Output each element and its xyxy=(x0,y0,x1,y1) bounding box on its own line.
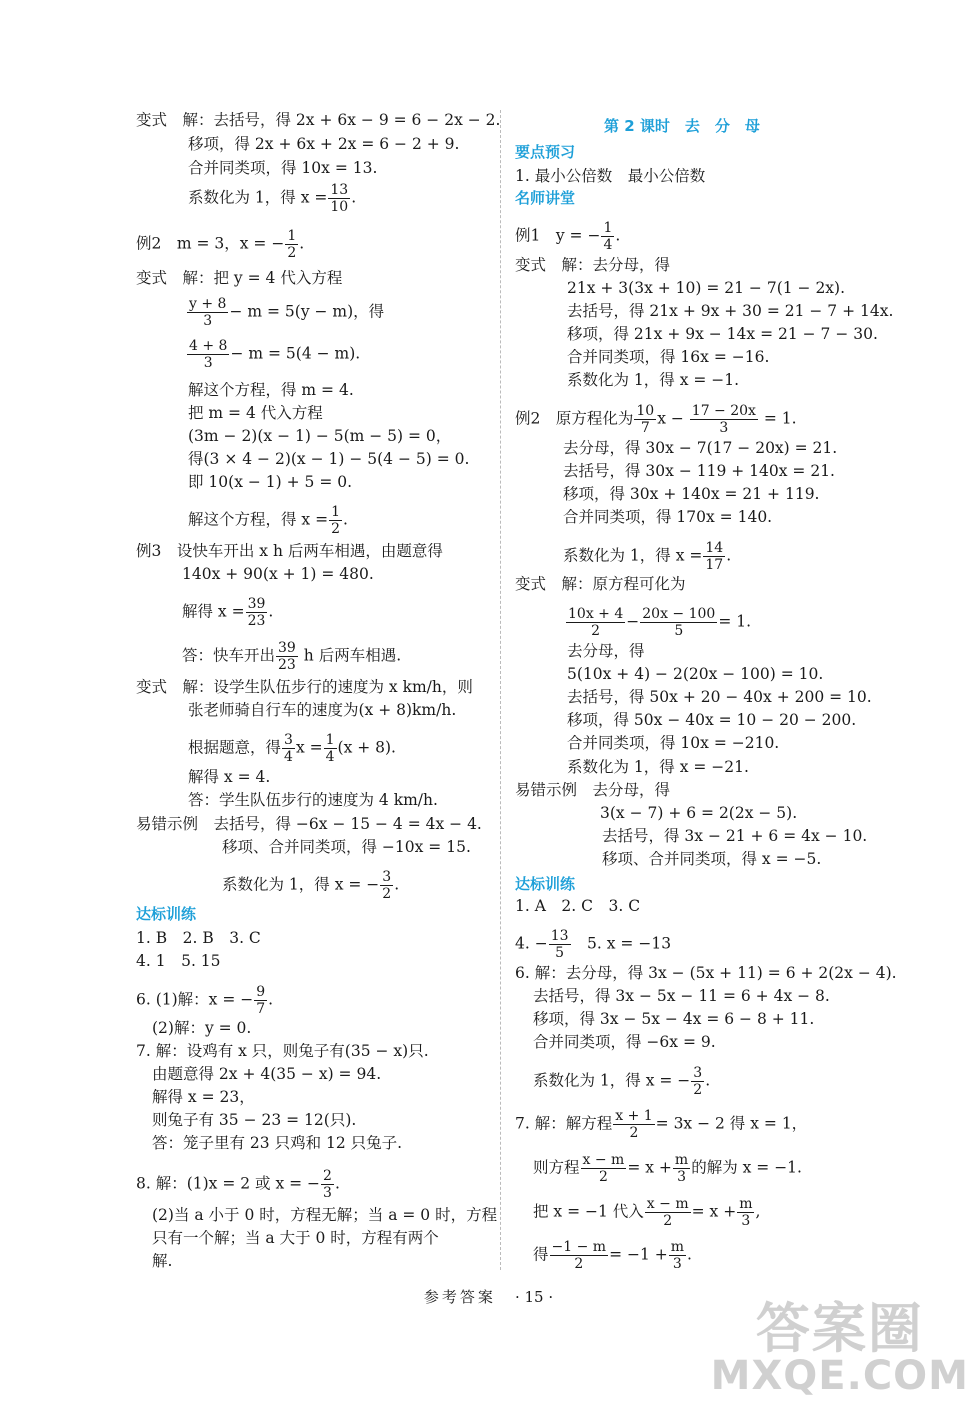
equation-line: 答：快车开出 $\frac{39}{23}$ h 后两车相遇. xyxy=(182,640,402,673)
text-line: 解得 x = 23， xyxy=(152,1088,255,1106)
equation-line: 系数化为 1，得 x = − $\frac{3}{2}$ . xyxy=(222,869,400,902)
page-number: · 15 · xyxy=(514,1288,554,1306)
text-line: 变式 解：把 y = 4 代入方程 xyxy=(136,269,343,287)
equation-line: 系数化为 1，得 x = $\frac{14}{17}$ . xyxy=(563,540,732,573)
text-line: 移项，得 3x − 5x − 4x = 6 − 8 + 11. xyxy=(533,1010,815,1028)
section-heading: 要点预习 xyxy=(515,143,576,161)
text-line: 去分母，得 xyxy=(567,642,645,660)
equation-line: 例1 y = − $\frac{1}{4}$ . xyxy=(515,220,621,253)
text-line: 由题意得 2x + 4(35 − x) = 94. xyxy=(152,1065,382,1083)
equation-line: 4. − $\frac{13}{5}$ 5. x = −13 xyxy=(515,928,672,961)
text-line: 1. A 2. C 3. C xyxy=(515,897,641,915)
text-line: 140x + 90(x + 1) = 480. xyxy=(182,565,374,583)
text-line: 解这个方程，得 m = 4. xyxy=(188,381,354,399)
text-line: 只有一个解；当 a 大于 0 时，方程有两个 xyxy=(152,1229,439,1247)
text-line: 去括号，得 30x − 119 + 140x = 21. xyxy=(563,462,835,480)
equation-line: 解得 x = $\frac{39}{23}$ . xyxy=(182,596,274,629)
text-line: 去括号，得 21x + 9x + 30 = 21 − 7 + 14x. xyxy=(567,302,894,320)
equation-line: $\frac{y + 8}{3}$ − m = 5(y − m)，得 xyxy=(189,296,385,329)
text-line: 移项，得 50x − 40x = 10 − 20 − 200. xyxy=(567,711,857,729)
text-line: 把 m = 4 代入方程 xyxy=(188,404,323,422)
text-line: 得(3 × 4 − 2)(x − 1) − 5(4 − 5) = 0. xyxy=(188,450,470,468)
equation-line: 6. (1)解：x = − $\frac{9}{7}$ . xyxy=(136,984,274,1017)
text-line: 答：学生队伍步行的速度为 4 km/h. xyxy=(188,791,438,809)
text-line: 7. 解：设鸡有 x 只，则兔子有(35 − x)只. xyxy=(136,1042,429,1060)
text-line: 合并同类项，得 10x = −210. xyxy=(567,734,780,752)
text-line: 去括号，得 3x − 21 + 6 = 4x − 10. xyxy=(602,827,868,845)
watermark-logo-text: 答案圈 xyxy=(755,1297,924,1360)
equation-line: $\frac{4 + 8}{3}$ − m = 5(4 − m). xyxy=(189,338,361,371)
text-line: 去括号，得 3x − 5x − 11 = 6 + 4x − 8. xyxy=(533,987,830,1005)
text-line: 则兔子有 35 − 23 = 12(只). xyxy=(152,1111,357,1129)
text-line: 例3 设快车开出 x h 后两车相遇，由题意得 xyxy=(136,542,443,560)
equation-line: 7. 解：解方程 $\frac{x + 1}{2}$ = 3x − 2 得 x = 1， xyxy=(515,1108,808,1141)
equation-line: 例2 m = 3，x = − $\frac{1}{2}$ . xyxy=(136,228,305,261)
text-line: 去括号，得 50x + 20 − 40x + 200 = 10. xyxy=(567,688,872,706)
text-line: (2)解：y = 0. xyxy=(152,1019,252,1037)
text-line: 去分母，得 30x − 7(17 − 20x) = 21. xyxy=(563,439,838,457)
text-line: 解得 x = 4. xyxy=(188,768,271,786)
text-line: 合并同类项，得 170x = 140. xyxy=(563,508,773,526)
text-line: 3(x − 7) + 6 = 2(2x − 5). xyxy=(600,804,798,822)
text-line: 移项、合并同类项，得 −10x = 15. xyxy=(222,838,471,856)
text-line: 即 10(x − 1) + 5 = 0. xyxy=(188,473,353,491)
text-line: 张老师骑自行车的速度为(x + 8)km/h. xyxy=(188,701,457,719)
text-line: 合并同类项，得 16x = −16. xyxy=(567,348,770,366)
text-line: 变式 解：设学生队伍步行的速度为 x km/h，则 xyxy=(136,678,473,696)
equation-line: 把 x = −1 代入 $\frac{x - m}{2}$ = x + $\frac{m}{3}$ , xyxy=(533,1196,761,1229)
column-divider xyxy=(500,110,501,1270)
text-line: 合并同类项，得 −6x = 9. xyxy=(533,1033,716,1051)
text-line: 系数化为 1，得 x = −21. xyxy=(567,758,749,776)
text-line: 易错示例 去分母，得 xyxy=(515,781,671,799)
text-line: 易错示例 去括号，得 −6x − 15 − 4 = 4x − 4. xyxy=(136,815,482,833)
text-line: 合并同类项，得 10x = 13. xyxy=(188,159,378,177)
text-line: 1. B 2. B 3. C xyxy=(136,929,261,947)
section-heading: 达标训练 xyxy=(515,875,576,893)
text-line: (3m − 2)(x − 1) − 5(m − 5) = 0， xyxy=(188,427,452,445)
equation-line: 解这个方程，得 x = $\frac{1}{2}$ . xyxy=(188,504,348,537)
equation-line: 8. 解：(1)x = 2 或 x = − $\frac{2}{3}$ . xyxy=(136,1168,340,1201)
text-line: 移项，得 21x + 9x − 14x = 21 − 7 − 30. xyxy=(567,325,878,343)
text-line: 4. 1 5. 15 xyxy=(136,952,221,970)
section-heading: 名师讲堂 xyxy=(515,189,576,207)
text-line: 解. xyxy=(152,1252,173,1270)
watermark xyxy=(710,1297,969,1399)
equation-line: 例2 原方程化为 $\frac{10}{7}$ x − $\frac{17 - 20x}{3}$ = 1. xyxy=(515,403,797,436)
text-line: 变式 解：原方程可化为 xyxy=(515,575,686,593)
footer-label: 参考答案 xyxy=(423,1288,496,1306)
text-line: 1. 最小公倍数 最小公倍数 xyxy=(515,167,706,185)
text-line: 21x + 3(3x + 10) = 21 − 7(1 − 2x). xyxy=(567,279,846,297)
text-line: 6. 解：去分母，得 3x − (5x + 11) = 6 + 2(2x − 4). xyxy=(515,964,897,982)
equation-line: 系数化为 1，得 x = $\frac{13}{10}$ . xyxy=(188,182,357,215)
equation-line: 根据题意，得 $\frac{3}{4}$ x = $\frac{1}{4}$ (x + 8). xyxy=(188,732,396,765)
equation-line: $\frac{10x + 4}{2}$ − $\frac{20x - 100}{5}$ = 1. xyxy=(568,606,752,639)
equation-line: 得 $\frac{-1 - m}{2}$ = −1 + $\frac{m}{3}$ . xyxy=(533,1239,692,1272)
text-line: 移项、合并同类项，得 x = −5. xyxy=(602,850,822,868)
text-line: 移项，得 30x + 140x = 21 + 119. xyxy=(563,485,820,503)
text-line: (2)当 a 小于 0 时，方程无解；当 a = 0 时，方程 xyxy=(152,1206,498,1224)
equation-line: 系数化为 1，得 x = − $\frac{3}{2}$ . xyxy=(533,1065,711,1098)
text-line: 5(10x + 4) − 2(20x − 100) = 10. xyxy=(567,665,824,683)
text-line: 系数化为 1，得 x = −1. xyxy=(567,371,740,389)
equation-line: 则方程 $\frac{x - m}{2}$ = x + $\frac{m}{3}$ 的解为 x = −1. xyxy=(533,1152,802,1185)
text-line: 变式 解：去分母，得 xyxy=(515,256,671,274)
watermark-url: MXQE.COM xyxy=(710,1353,969,1399)
section-heading: 达标训练 xyxy=(136,905,197,923)
text-line: 移项，得 2x + 6x + 2x = 6 − 2 + 9. xyxy=(188,135,460,153)
lesson-title: 第 2 课时 去 分 母 xyxy=(604,117,760,135)
text-line: 变式 解：去括号，得 2x + 6x − 9 = 6 − 2x − 2. xyxy=(136,111,501,129)
text-line: 答：笼子里有 23 只鸡和 12 只兔子. xyxy=(152,1134,403,1152)
